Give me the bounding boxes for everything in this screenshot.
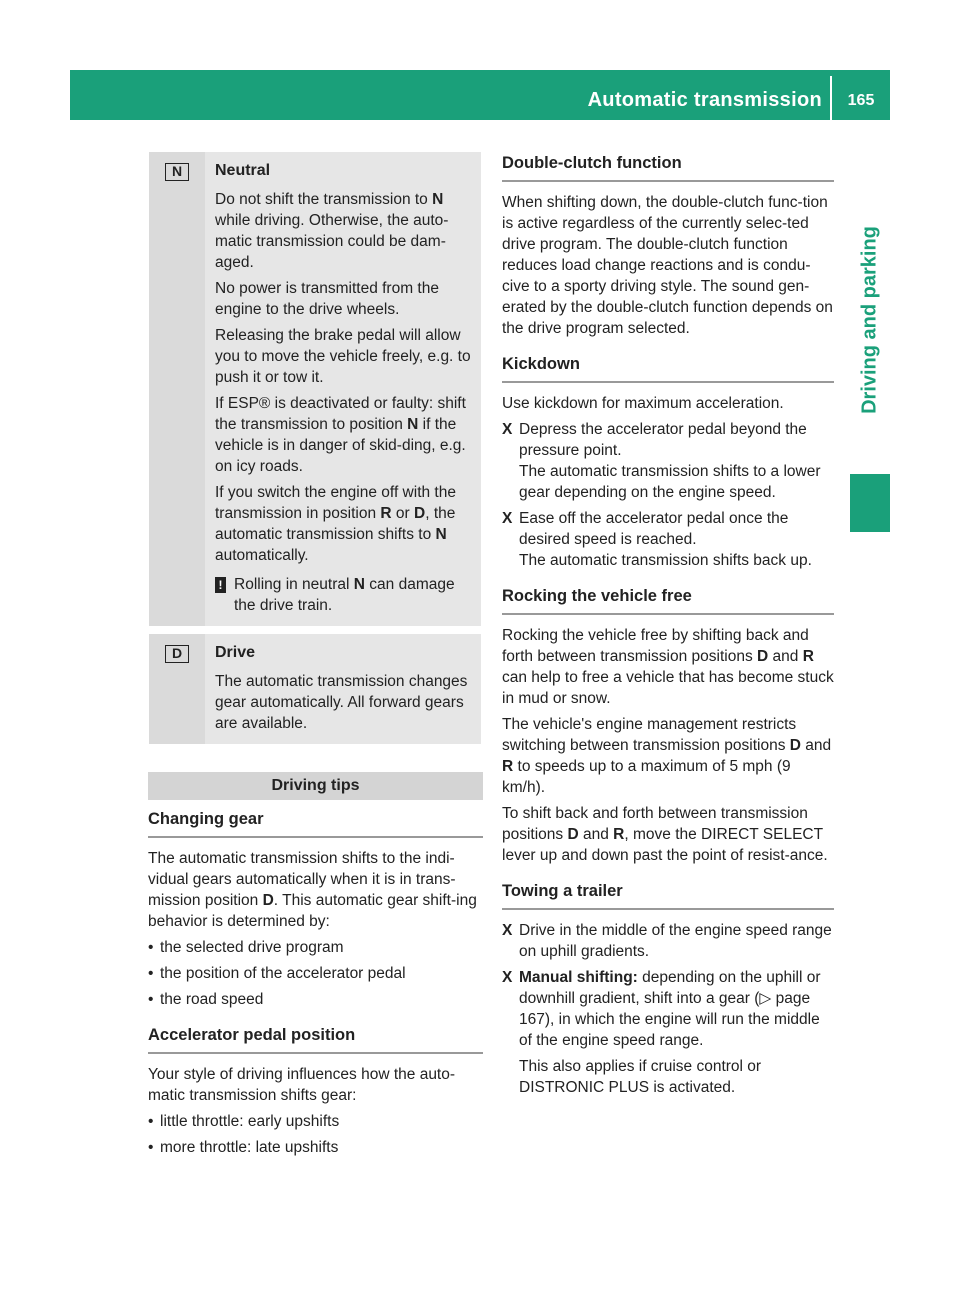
gear-row-drive — [149, 634, 481, 744]
gear-row-neutral — [149, 152, 481, 626]
list-item: • more throttle: late upshifts — [148, 1137, 483, 1158]
step-arrow-icon: X — [502, 421, 513, 438]
heading-towing-trailer: Towing a trailer — [502, 880, 834, 910]
heading-kickdown: Kickdown — [502, 353, 834, 383]
paragraph: To shift back and forth between transmission positions D and R, move the DIRECT SELECT lever up and down past the point of resist-ance. — [502, 805, 828, 864]
paragraph: Releasing the brake pedal will allow you to move the vehicle freely, e.g. to push it or tow it. — [215, 327, 471, 386]
paragraph: If ESP® is deactivated or faulty: shift the transmission to position N if the vehicle is in danger of skid-ding, e.g. on icy roads. — [215, 395, 466, 475]
page-number: 165 — [847, 92, 875, 109]
paragraph: Use kickdown for maximum acceleration. — [502, 395, 784, 412]
heading-changing-gear: Changing gear — [148, 808, 483, 838]
paragraph: No power is transmitted from the engine to the drive wheels. — [215, 280, 439, 318]
paragraph: The vehicle's engine management restricts switching between transmission positions D and R to speeds up to a maximum of 5 mph (9 km/h). — [502, 716, 832, 796]
gear-position-table — [149, 152, 481, 744]
right-column — [502, 152, 834, 1098]
paragraph: When shifting down, the double-clutch func-tion is active regardless of the currently selec-ted drive program. The double-clutch function reduces load change reactions and is condu-cive to a sporty driving style. The sound gen-erated by the double-clutch function depends on the drive program selected. — [502, 194, 833, 337]
heading-rocking-vehicle: Rocking the vehicle free — [502, 585, 834, 615]
paragraph: The automatic transmission shifts to the indi-vidual gears automatically when it is in trans-mission position D. This automatic gear shift-ing behavior is determined by: — [148, 850, 477, 930]
section-title: Automatic transmission — [587, 89, 822, 111]
gear-key-cell — [149, 152, 205, 626]
gear-description — [205, 152, 481, 626]
paragraph: If you switch the engine off with the transmission in position R or D, the automatic transmission shifts to N automatically. — [215, 484, 456, 564]
paragraph: Your style of driving influences how the auto-matic transmission shifts gear: — [148, 1066, 456, 1104]
list-item: • the position of the accelerator pedal — [148, 963, 483, 984]
page-header — [70, 70, 890, 120]
instruction-step: X Drive in the middle of the engine speed range on uphill gradients. — [502, 922, 832, 960]
chapter-tab-label: Driving and parking — [858, 226, 881, 414]
heading-double-clutch: Double-clutch function — [502, 152, 834, 182]
paragraph: The automatic transmission changes gear automatically. All forward gears are available. — [215, 673, 468, 732]
instruction-step: X Depress the accelerator pedal beyond the pressure point. The automatic transmission shifts to a lower gear depending on the engine speed. — [502, 421, 821, 501]
gear-title: Neutral — [215, 162, 271, 179]
list-item: • the road speed — [148, 989, 483, 1010]
step-arrow-icon: X — [502, 922, 513, 939]
gear-d-icon: D — [165, 645, 189, 663]
list-item: • the selected drive program — [148, 937, 483, 958]
step-arrow-icon: X — [502, 969, 513, 986]
paragraph: Do not shift the transmission to N while driving. Otherwise, the auto-matic transmission could be dam-aged. — [215, 191, 449, 271]
list-item: • little throttle: early upshifts — [148, 1111, 483, 1132]
heading-accelerator-pedal: Accelerator pedal position — [148, 1024, 483, 1054]
paragraph: This also applies if cruise control or DISTRONIC PLUS is activated. — [519, 1058, 762, 1096]
gear-title: Drive — [215, 644, 256, 661]
chapter-marker — [850, 474, 890, 532]
step-arrow-icon: X — [502, 510, 513, 527]
warning-text: Rolling in neutral N can damage the drive train. — [234, 576, 455, 614]
gear-description — [205, 634, 481, 744]
warning-icon: ! — [215, 577, 226, 593]
gear-n-icon: N — [165, 163, 189, 181]
section-banner: Driving tips — [148, 772, 483, 800]
gear-key-cell — [149, 634, 205, 744]
paragraph: Rocking the vehicle free by shifting back and forth between transmission positions D and R can help to free a vehicle that has become stuck in mud or snow. — [502, 627, 834, 707]
instruction-step: X Manual shifting: depending on the uphill or downhill gradient, shift into a gear (▷ page 167), in which the engine will run the middle of the engine speed range. — [502, 969, 821, 1049]
left-column — [148, 772, 483, 1163]
chapter-tab — [850, 220, 890, 420]
warning-note — [215, 574, 475, 616]
instruction-step: X Ease off the accelerator pedal once the desired speed is reached. The automatic transmission shifts back up. — [502, 510, 812, 569]
